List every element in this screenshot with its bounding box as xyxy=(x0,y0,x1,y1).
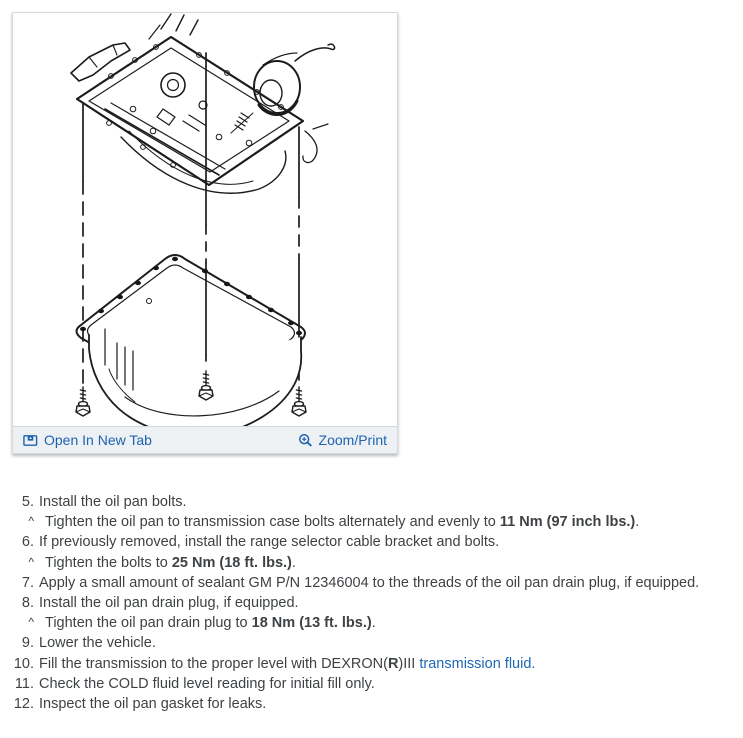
step-number: 8. xyxy=(21,595,34,612)
oil-pan-art xyxy=(77,255,306,426)
transmission-case-art xyxy=(71,14,335,193)
torque-spec-bold: 25 Nm (18 ft. lbs.) xyxy=(171,554,292,571)
step-text xyxy=(39,573,699,593)
instruction-list xyxy=(8,492,738,714)
step-text xyxy=(45,512,639,532)
instruction-step xyxy=(8,573,738,593)
open-in-new-tab-icon xyxy=(23,433,38,447)
instruction-step xyxy=(8,633,738,653)
step-text xyxy=(39,694,266,714)
oil-pan-diagram xyxy=(13,13,397,426)
step-number: 7. xyxy=(21,574,34,591)
step-text-segment: . xyxy=(635,514,640,531)
instruction-substep xyxy=(8,613,738,633)
instruction-step xyxy=(8,674,738,694)
step-text xyxy=(45,613,376,633)
step-text-segment: Check the COLD fluid level reading for initial fill only. xyxy=(39,675,375,692)
substep-caret: ^ xyxy=(28,514,34,529)
step-text-segment: Fill the transmission to the proper level with DEXRON( xyxy=(39,655,388,672)
step-number: 11. xyxy=(14,675,34,692)
step-text-segment: Install the oil pan bolts. xyxy=(39,494,187,510)
step-text xyxy=(39,492,187,512)
step-text xyxy=(39,532,499,552)
instruction-substep xyxy=(8,553,738,573)
transmission-fluid-link[interactable]: transmission fluid. xyxy=(419,655,536,672)
open-in-new-tab-label: Open In New Tab xyxy=(44,432,152,448)
step-text-segment: Tighten the oil pan to transmission case bolts alternately and evenly to xyxy=(45,514,500,531)
instruction-step xyxy=(8,532,738,552)
torque-spec-bold: R xyxy=(387,655,399,672)
step-text xyxy=(39,654,535,674)
step-text-segment: . xyxy=(291,554,296,571)
instruction-step xyxy=(8,654,738,674)
zoom-in-icon xyxy=(298,433,313,448)
step-text-segment: Tighten the bolts to xyxy=(45,554,172,571)
step-text xyxy=(45,553,296,573)
step-text-segment: )III xyxy=(398,655,420,672)
instruction-step xyxy=(8,492,738,512)
step-text xyxy=(39,593,299,613)
substep-caret: ^ xyxy=(28,615,34,630)
substep-caret: ^ xyxy=(28,554,34,569)
zoom-print-label: Zoom/Print xyxy=(318,432,387,448)
instruction-step xyxy=(8,694,738,714)
step-text-segment: Lower the vehicle. xyxy=(39,635,156,652)
instruction-step xyxy=(8,593,738,613)
step-text xyxy=(39,633,156,653)
step-text xyxy=(39,674,375,694)
step-text-segment: Apply a small amount of sealant GM P/N 12346004 to the threads of the oil pan drain plug, if equipped. xyxy=(39,574,700,591)
step-number: 5. xyxy=(21,494,34,510)
step-number: 12. xyxy=(13,696,34,713)
step-number: 6. xyxy=(21,534,34,551)
transmission-oil-pan-diagram xyxy=(13,13,397,426)
step-text-segment: Install the oil pan drain plug, if equipped. xyxy=(39,595,299,612)
instruction-substep xyxy=(8,512,738,532)
step-text-segment: . xyxy=(371,615,376,632)
step-text-segment: Inspect the oil pan gasket for leaks. xyxy=(39,696,267,713)
torque-spec-bold: 11 Nm (97 inch lbs.) xyxy=(499,514,636,531)
torque-spec-bold: 18 Nm (13 ft. lbs.) xyxy=(251,615,372,632)
open-in-new-tab-link[interactable] xyxy=(23,432,152,448)
figure-panel xyxy=(12,12,398,454)
zoom-print-link[interactable] xyxy=(298,432,387,448)
step-number: 9. xyxy=(21,635,34,652)
figure-toolbar xyxy=(13,426,397,453)
step-text-segment: If previously removed, install the range selector cable bracket and bolts. xyxy=(39,534,500,551)
bolt-alignment-lines xyxy=(83,53,299,385)
step-number: 10. xyxy=(13,655,34,672)
step-text-segment: Tighten the oil pan drain plug to xyxy=(45,615,252,632)
